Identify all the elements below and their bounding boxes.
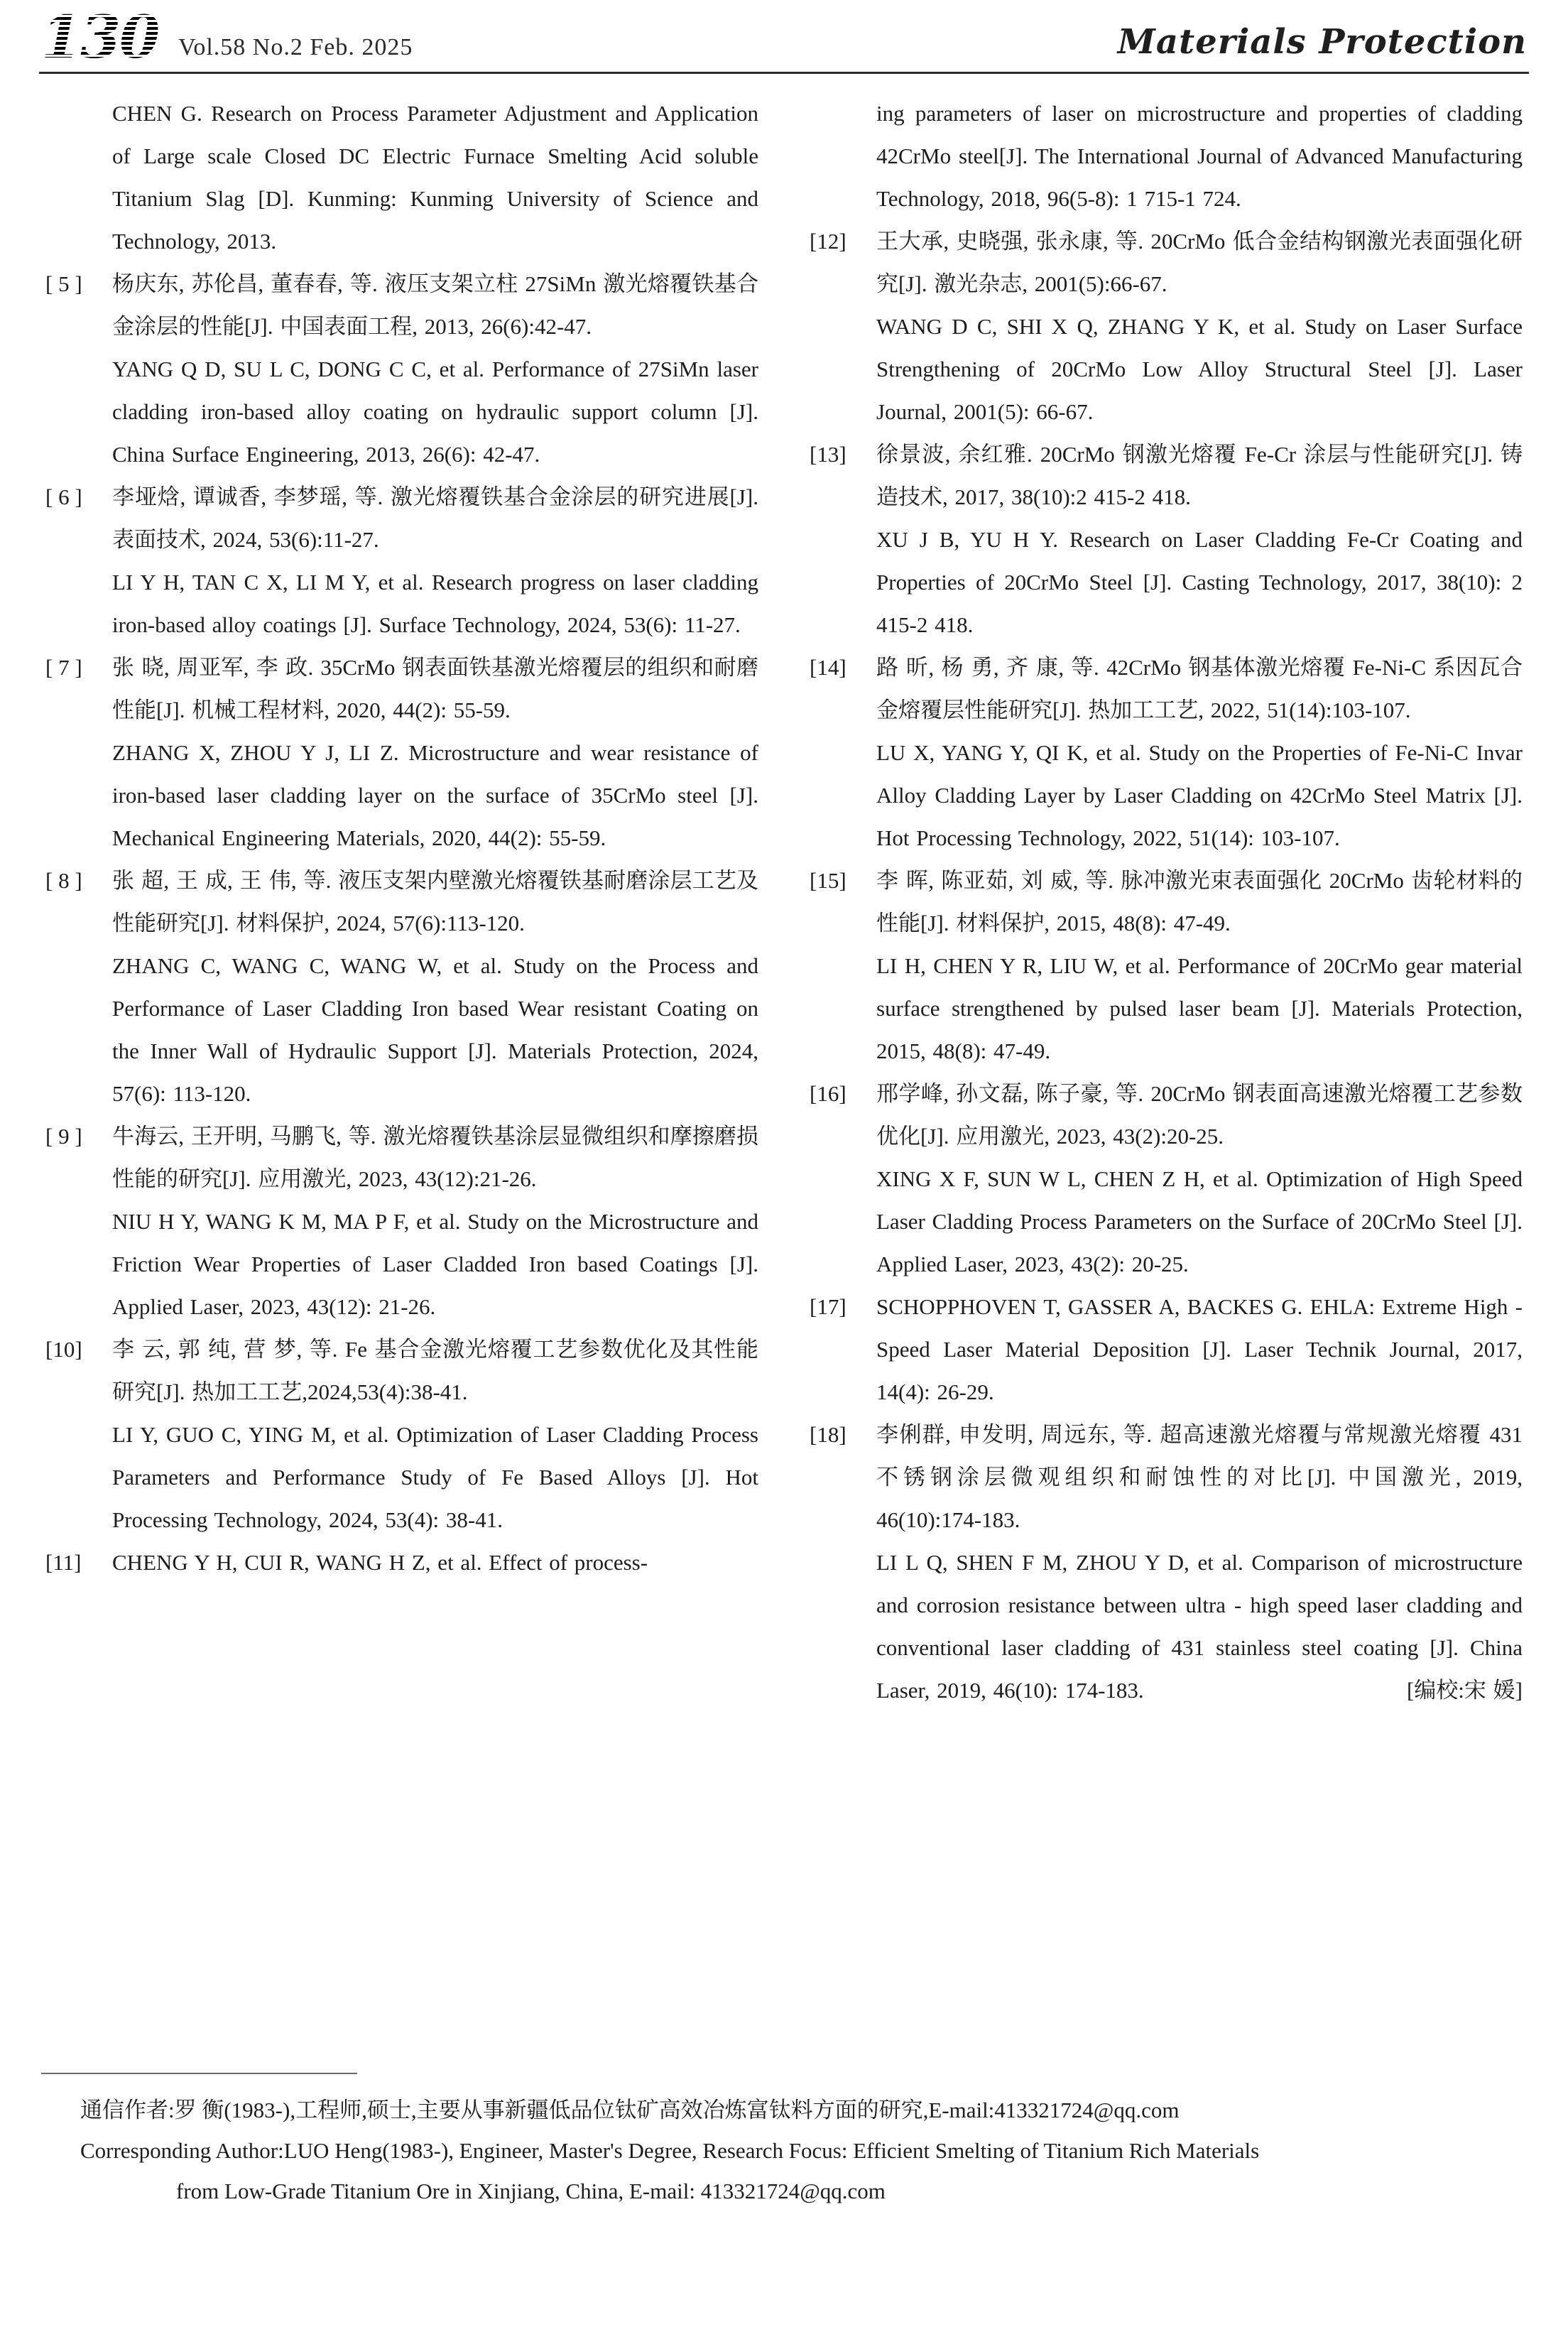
reference-text: 张 超, 王 成, 王 伟, 等. 液压支架内壁激光熔覆铁基耐磨涂层工艺及性能研究[J]. 材料保护, 2024, 57(6):113-120. xyxy=(112,868,758,936)
reference-body xyxy=(112,1328,758,1541)
reference-text: LU X, YANG Y, QI K, et al. Study on the Properties of Fe-Ni-C Invar Alloy Cladding Layer by Laser Cladding on 42CrMo Steel Matrix [J]. Hot Processing Technology, 2022, 51(14): 103-107. xyxy=(876,740,1523,851)
references-section xyxy=(45,92,1523,1712)
page-footer xyxy=(41,2073,1527,2211)
reference-entry xyxy=(45,859,758,1115)
reference-text: ing parameters of laser on microstructure and properties of cladding 42CrMo steel[J]. The International Journal of Advanced Manufacturing Technology, 2018, 96(5-8): 1 715-1 724. xyxy=(876,101,1523,212)
journal-name: Materials Protection xyxy=(1117,22,1527,63)
reference-text: LI L Q, SHEN F M, ZHOU Y D, et al. Comparison of microstructure and corrosion resistance between ultra - high speed laser cladding and conventional laser cladding of 431 stainless steel coating [J]. China Laser, 2019, 46(10): 174-183. [编校:宋 媛] xyxy=(876,1541,1523,1712)
reference-entry xyxy=(45,263,758,476)
reference-text: 邢学峰, 孙文磊, 陈子豪, 等. 20CrMo 钢表面高速激光熔覆工艺参数优化[J]. 应用激光, 2023, 43(2):20-25. xyxy=(876,1081,1523,1149)
reference-body xyxy=(112,263,758,476)
reference-text: CHEN G. Research on Process Parameter Adjustment and Application of Large scale Closed DC Electric Furnace Smelting Acid soluble Titanium Slag [D]. Kunming: Kunming University of Science and Technology, 2013. xyxy=(112,101,758,254)
correspondence-line: Corresponding Author:LUO Heng(1983-), Engineer, Master's Degree, Research Focus: Efficient Smelting of Titanium Rich Materials xyxy=(80,2138,1260,2163)
reference-text: WANG D C, SHI X Q, ZHANG Y K, et al. Study on Laser Surface Strengthening of 20CrMo Low Alloy Structural Steel [J]. Laser Journal, 2001(5): 66-67. xyxy=(876,314,1523,425)
reference-body xyxy=(876,859,1523,1073)
reference-body xyxy=(876,92,1523,220)
header-rule xyxy=(39,72,1529,74)
reference-label xyxy=(810,92,876,220)
reference-text: 牛海云, 王开明, 马鹏飞, 等. 激光熔覆铁基涂层显微组织和摩擦磨损性能的研究[J]. 应用激光, 2023, 43(12):21-26. xyxy=(112,1124,758,1192)
reference-label: [ 7 ] xyxy=(45,655,82,680)
reference-body xyxy=(112,476,758,646)
reference-text: 王大承, 史晓强, 张永康, 等. 20CrMo 低合金结构钢激光表面强化研究[J]. 激光杂志, 2001(5):66-67. xyxy=(876,229,1523,297)
reference-entry xyxy=(810,92,1523,220)
header-left xyxy=(41,4,413,72)
reference-label: [18] xyxy=(810,1422,846,1448)
reference-label: [ 5 ] xyxy=(45,271,82,297)
reference-body xyxy=(876,433,1523,646)
reference-body xyxy=(876,646,1523,859)
reference-text: 路 昕, 杨 勇, 齐 康, 等. 42CrMo 钢基体激光熔覆 Fe-Ni-C 系因瓦合金熔覆层性能研究[J]. 热加工工艺, 2022, 51(14):103-107. xyxy=(876,655,1523,723)
reference-label: [10] xyxy=(45,1337,82,1362)
reference-entry xyxy=(45,1115,758,1328)
reference-entry xyxy=(45,646,758,859)
reference-entry xyxy=(45,1328,758,1541)
reference-text: YANG Q D, SU L C, DONG C C, et al. Performance of 27SiMn laser cladding iron-based alloy coating on hydraulic support column [J]. China Surface Engineering, 2013, 26(6): 42-47. xyxy=(112,357,758,467)
reference-entry xyxy=(810,433,1523,646)
reference-body xyxy=(876,1073,1523,1286)
reference-body xyxy=(112,1115,758,1328)
reference-label: [11] xyxy=(45,1550,82,1576)
reference-text: LI Y, GUO C, YING M, et al. Optimization of Laser Cladding Process Parameters and Performance Study of Fe Based Alloys [J]. Hot Processing Technology, 2024, 53(4): 38-41. xyxy=(112,1422,758,1533)
reference-body xyxy=(876,1286,1523,1414)
reference-text: SCHOPPHOVEN T, GASSER A, BACKES G. EHLA: Extreme High - Speed Laser Material Deposition [J]. Laser Technik Journal, 2017, 14(4): 26-29. xyxy=(876,1294,1523,1405)
reference-entry xyxy=(810,1073,1523,1286)
correspondence-line: from Low-Grade Titanium Ore in Xinjiang, China, E-mail: 413321724@qq.com xyxy=(176,2179,886,2203)
editor-note: [编校:宋 媛] xyxy=(1406,1678,1523,1703)
reference-text: CHENG Y H, CUI R, WANG H Z, et al. Effect of process- xyxy=(112,1550,648,1576)
reference-label: [12] xyxy=(810,229,846,254)
references-column-left xyxy=(45,92,758,1712)
reference-text: 李垭焓, 谭诚香, 李梦瑶, 等. 激光熔覆铁基合金涂层的研究进展[J]. 表面技术, 2024, 53(6):11-27. xyxy=(112,484,758,553)
correspondence-note xyxy=(41,2090,1527,2211)
reference-text: 李 晖, 陈亚茹, 刘 威, 等. 脉冲激光束表面强化 20CrMo 齿轮材料的性能[J]. 材料保护, 2015, 48(8): 47-49. xyxy=(876,868,1523,936)
reference-text: 杨庆东, 苏伦昌, 董春春, 等. 液压支架立柱 27SiMn 激光熔覆铁基合金涂层的性能[J]. 中国表面工程, 2013, 26(6):42-47. xyxy=(112,271,758,340)
reference-text: ZHANG X, ZHOU Y J, LI Z. Microstructure and wear resistance of iron-based laser cladding layer on the surface of 35CrMo steel [J]. Mechanical Engineering Materials, 2020, 44(2): 55-59. xyxy=(112,740,758,851)
reference-entry xyxy=(45,1541,758,1584)
references-column-right xyxy=(810,92,1523,1712)
reference-text: ZHANG C, WANG C, WANG W, et al. Study on the Process and Performance of Laser Cladding Iron based Wear resistant Coating on the Inner Wall of Hydraulic Support [J]. Materials Protection, 2024, 57(6): 113-120. xyxy=(112,953,758,1107)
reference-entry xyxy=(45,476,758,646)
reference-text: 李 云, 郭 纯, 营 梦, 等. Fe 基合金激光熔覆工艺参数优化及其性能研究[J]. 热加工工艺,2024,53(4):38-41. xyxy=(112,1337,758,1405)
reference-text: XU J B, YU H Y. Research on Laser Cladding Fe-Cr Coating and Properties of 20CrMo Steel [J]. Casting Technology, 2017, 38(10): 2 415-2 418. xyxy=(876,527,1523,638)
issue-info: Vol.58 No.2 Feb. 2025 xyxy=(178,34,413,61)
reference-text: XING X F, SUN W L, CHEN Z H, et al. Optimization of High Speed Laser Cladding Process Parameters on the Surface of 20CrMo Steel [J]. Applied Laser, 2023, 43(2): 20-25. xyxy=(876,1166,1523,1277)
reference-label: [14] xyxy=(810,655,846,680)
reference-label: [15] xyxy=(810,868,846,894)
reference-label: [13] xyxy=(810,442,846,467)
reference-body xyxy=(876,220,1523,433)
reference-entry xyxy=(810,1286,1523,1414)
reference-entry xyxy=(810,220,1523,433)
reference-entry xyxy=(810,859,1523,1073)
correspondence-line: 通信作者:罗 衡(1983-),工程师,硕士,主要从事新疆低品位钛矿高效冶炼富钛料方面的研究,E-mail:413321724@qq.com xyxy=(80,2098,1180,2122)
page-header xyxy=(0,0,1568,72)
reference-body xyxy=(112,859,758,1115)
reference-text: NIU H Y, WANG K M, MA P F, et al. Study on the Microstructure and Friction Wear Properties of Laser Cladded Iron based Coatings [J]. Applied Laser, 2023, 43(12): 21-26. xyxy=(112,1209,758,1320)
page-number: 130 xyxy=(41,4,159,72)
reference-label: [16] xyxy=(810,1081,846,1107)
reference-text: LI Y H, TAN C X, LI M Y, et al. Research progress on laser cladding iron-based alloy coatings [J]. Surface Technology, 2024, 53(6): 11-27. xyxy=(112,570,758,638)
reference-body xyxy=(876,1414,1523,1712)
reference-text: 李俐群, 申发明, 周远东, 等. 超高速激光熔覆与常规激光熔覆 431 不锈钢涂层微观组织和耐蚀性的对比[J]. 中国激光, 2019, 46(10):174-183. xyxy=(876,1422,1523,1533)
reference-label: [ 9 ] xyxy=(45,1124,82,1149)
reference-label xyxy=(45,92,112,263)
footer-rule xyxy=(41,2073,357,2074)
reference-entry xyxy=(810,646,1523,859)
reference-entry xyxy=(45,92,758,263)
reference-text: 张 晓, 周亚军, 李 政. 35CrMo 钢表面铁基激光熔覆层的组织和耐磨性能[J]. 机械工程材料, 2020, 44(2): 55-59. xyxy=(112,655,758,723)
reference-label: [17] xyxy=(810,1294,846,1320)
reference-text: LI H, CHEN Y R, LIU W, et al. Performance of 20CrMo gear material surface strengthened by pulsed laser beam [J]. Materials Protection, 2015, 48(8): 47-49. xyxy=(876,953,1523,1064)
reference-body xyxy=(112,1541,758,1584)
reference-text: 徐景波, 余红雅. 20CrMo 钢激光熔覆 Fe-Cr 涂层与性能研究[J]. 铸造技术, 2017, 38(10):2 415-2 418. xyxy=(876,442,1523,510)
reference-entry xyxy=(810,1414,1523,1712)
reference-body xyxy=(112,646,758,859)
reference-label: [ 6 ] xyxy=(45,484,82,510)
reference-label: [ 8 ] xyxy=(45,868,82,894)
reference-body xyxy=(112,92,758,263)
